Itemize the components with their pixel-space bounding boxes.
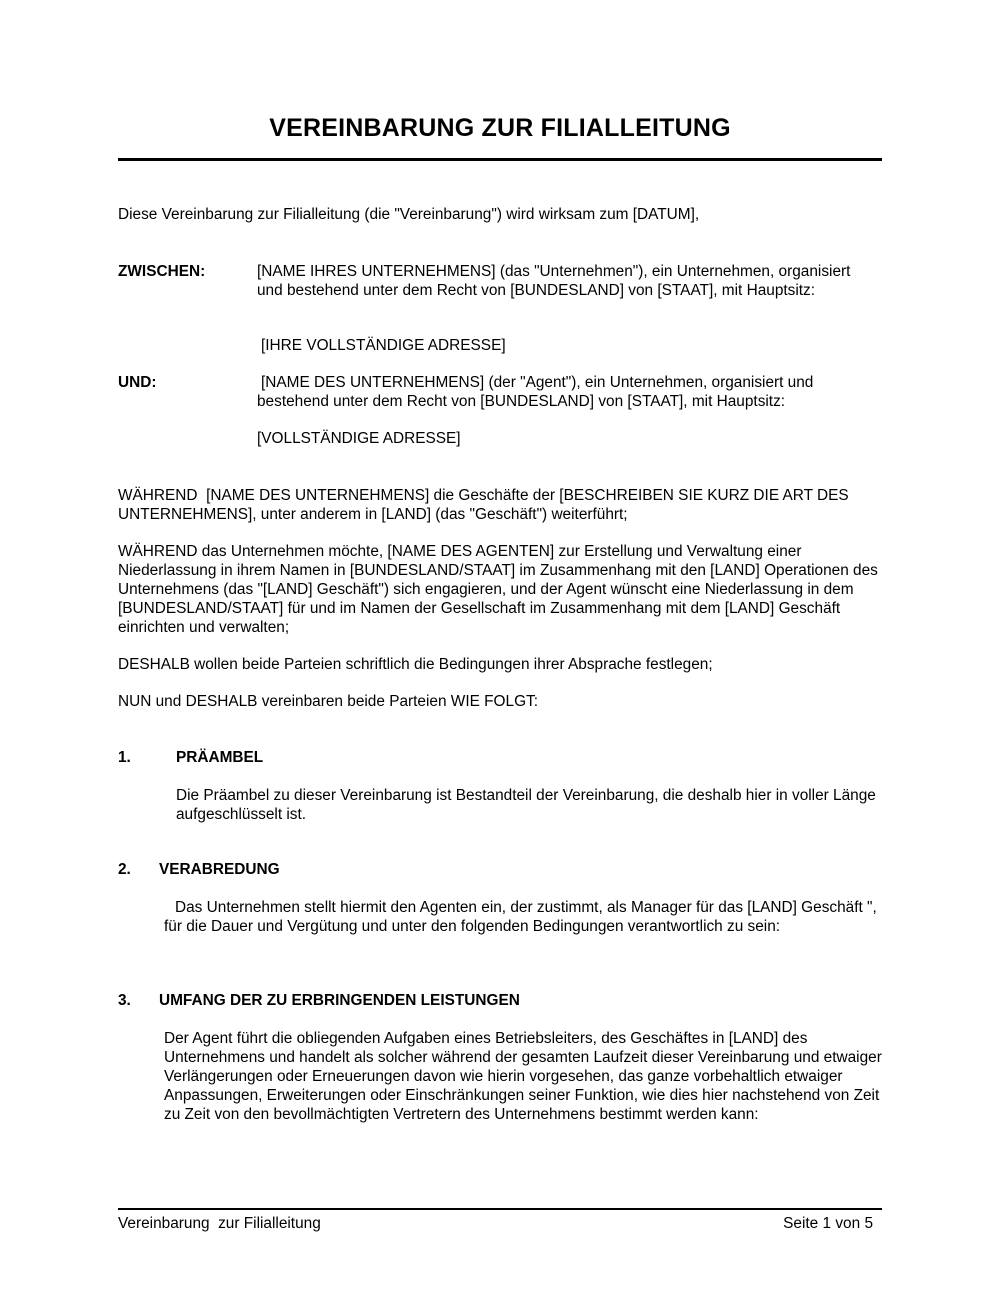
section-number: 1. — [118, 749, 131, 766]
recital-paragraph: NUN und DESHALB vereinbaren beide Parteien WIE FOLGT: — [118, 693, 539, 710]
footer-divider — [118, 1208, 882, 1210]
recital-paragraph: WÄHREND [NAME DES UNTERNEHMENS] die Geschäfte der [BESCHREIBEN SIE KURZ DIE ART DES UNTERNEHMENS], unter anderem in [LAND] (das "Geschäft") weiterführt; — [118, 487, 853, 523]
section-number: 2. — [118, 861, 131, 878]
section-heading: PRÄAMBEL — [176, 749, 264, 766]
and-party-address: [VOLLSTÄNDIGE ADRESSE] — [257, 430, 461, 447]
recital-paragraph: DESHALB wollen beide Parteien schriftlich die Bedingungen ihrer Absprache festlegen; — [118, 656, 713, 673]
page-number: Seite 1 von 5 — [783, 1215, 873, 1232]
section-text: Der Agent führt die obliegenden Aufgaben eines Betriebsleiters, des Geschäftes in [LAND] des Unternehmens und handelt als solcher während der gesamten Laufzeit dieser Vereinbarung und etwaiger Verlängerungen oder Erneuerungen davon wie hierin vorgesehen, das ganze vorbehaltlich etwaiger Anpassungen, Erweiterungen oder Einschränkungen seiner Funktion, wie dies hier nachstehend von Zeit zu Zeit von den bevollmächtigten Vertretern des Unternehmens bestimmt werden kann: — [164, 1030, 882, 1123]
section-heading: VERABREDUNG — [159, 861, 280, 878]
and-label: UND: — [118, 374, 157, 391]
between-party-text: [NAME IHRES UNTERNEHMENS] (das "Unternehmen"), ein Unternehmen, organisiert und bestehend unter dem Recht von [BUNDESLAND] von [STAAT], mit Hauptsitz: — [257, 263, 851, 299]
title-divider — [118, 158, 882, 161]
section-text: Das Unternehmen stellt hiermit den Agenten ein, der zustimmt, als Manager für das [LAND] Geschäft ", für die Dauer und Vergütung und unter den folgenden Bedingungen verantwortlich zu sein: — [164, 899, 877, 935]
recital-paragraph: WÄHREND das Unternehmen möchte, [NAME DES AGENTEN] zur Erstellung und Verwaltung einer Niederlassung in ihrem Namen in [BUNDESLAND/STAAT] im Zusammenhang mit den [LAND] Operationen des Unternehmens (das "[LAND] Geschäft") sich engagieren, und der Agent wünscht eine Niederlassung in dem [BUNDESLAND/STAAT] für und im Namen der Gesellschaft im Zusammenhang mit dem [LAND] Geschäft einrichten und verwalten; — [118, 543, 878, 636]
between-label: ZWISCHEN: — [118, 263, 206, 280]
and-party-text: [NAME DES UNTERNEHMENS] (der "Agent"), ein Unternehmen, organisiert und bestehend unter dem Recht von [BUNDESLAND] von [STAAT], mit Hauptsitz: — [257, 374, 814, 410]
section-text: Die Präambel zu dieser Vereinbarung ist Bestandteil der Vereinbarung, die deshalb hier in voller Länge aufgeschlüsselt ist. — [176, 787, 876, 823]
between-party-address: [IHRE VOLLSTÄNDIGE ADRESSE] — [261, 337, 506, 354]
section-heading: UMFANG DER ZU ERBRINGENDEN LEISTUNGEN — [159, 992, 520, 1009]
section-number: 3. — [118, 992, 131, 1009]
footer-title: Vereinbarung zur Filialleitung — [118, 1215, 321, 1232]
document-title: VEREINBARUNG ZUR FILIALLEITUNG — [269, 114, 731, 142]
intro-paragraph: Diese Vereinbarung zur Filialleitung (die "Vereinbarung") wird wirksam zum [DATUM], — [118, 206, 700, 223]
